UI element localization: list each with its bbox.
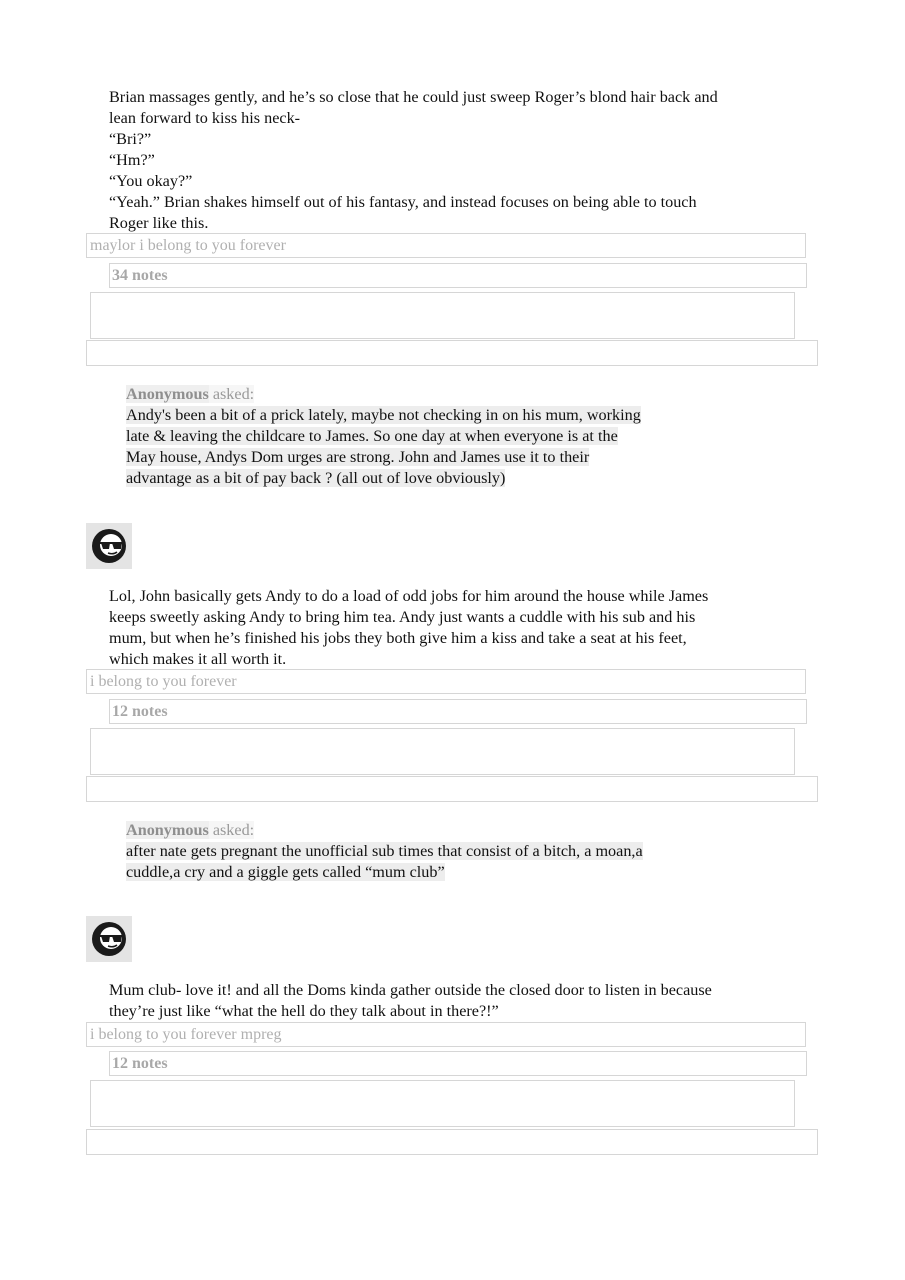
post-tags[interactable]: i belong to you forever <box>86 669 806 694</box>
ask-block <box>126 820 643 883</box>
text-line: “You okay?” <box>109 172 193 190</box>
text-line: lean forward to kiss his neck- <box>109 109 301 127</box>
avatar[interactable] <box>86 523 132 569</box>
question-line: advantage as a bit of pay back ? (all out of love obviously) <box>126 469 506 487</box>
avatar[interactable] <box>86 916 132 962</box>
ask-header <box>126 820 643 841</box>
post-footer-bar <box>86 340 818 366</box>
text-line: Mum club- love it! and all the Doms kinda gather outside the closed door to listen in because <box>109 981 712 999</box>
question-line: Andy's been a bit of a prick lately, maybe not checking in on his mum, working <box>126 406 641 424</box>
asked-label: asked: <box>212 821 255 839</box>
post-footer-bar <box>86 1129 818 1155</box>
sunglasses-face-icon <box>86 916 132 962</box>
text-line: Lol, John basically gets Andy to do a load of odd jobs for him around the house while James <box>109 587 709 605</box>
question-line: after nate gets pregnant the unofficial sub times that consist of a bitch, a moan,a <box>126 842 643 860</box>
text-line: “Yeah.” Brian shakes himself out of his fantasy, and instead focuses on being able to touch <box>109 193 697 211</box>
text-line: which makes it all worth it. <box>109 650 287 668</box>
post-footer-box <box>90 728 795 775</box>
text-line: Brian massages gently, and he’s so close that he could just sweep Roger’s blond hair back and <box>109 88 718 106</box>
notes-count[interactable]: 12 notes <box>109 1051 807 1076</box>
question-line: May house, Andys Dom urges are strong. John and James use it to their <box>126 448 590 466</box>
asked-label: asked: <box>212 385 255 403</box>
text-line: they’re just like “what the hell do they talk about in there?!” <box>109 1002 499 1020</box>
question-line: late & leaving the childcare to James. So one day at when everyone is at the <box>126 427 618 445</box>
sunglasses-face-icon <box>86 523 132 569</box>
post-footer-box <box>90 1080 795 1127</box>
question-line: cuddle,a cry and a giggle gets called “mum club” <box>126 863 445 881</box>
notes-count[interactable]: 12 notes <box>109 699 807 724</box>
post-tags[interactable]: maylor i belong to you forever <box>86 233 806 258</box>
ask-block <box>126 384 641 489</box>
notes-count[interactable]: 34 notes <box>109 263 807 288</box>
text-line: keeps sweetly asking Andy to bring him tea. Andy just wants a cuddle with his sub and his <box>109 608 696 626</box>
ask-header <box>126 384 641 405</box>
text-line: “Bri?” <box>109 130 152 148</box>
answer-body <box>109 980 809 1022</box>
text-line: mum, but when he’s finished his jobs they both give him a kiss and take a seat at his feet, <box>109 629 687 647</box>
asker-name[interactable]: Anonymous <box>126 821 209 839</box>
post-footer-bar <box>86 776 818 802</box>
post-footer-box <box>90 292 795 339</box>
asker-name[interactable]: Anonymous <box>126 385 209 403</box>
text-line: Roger like this. <box>109 214 209 232</box>
text-line: “Hm?” <box>109 151 155 169</box>
post-body <box>109 87 809 234</box>
post-tags[interactable]: i belong to you forever mpreg <box>86 1022 806 1047</box>
answer-body <box>109 586 809 670</box>
